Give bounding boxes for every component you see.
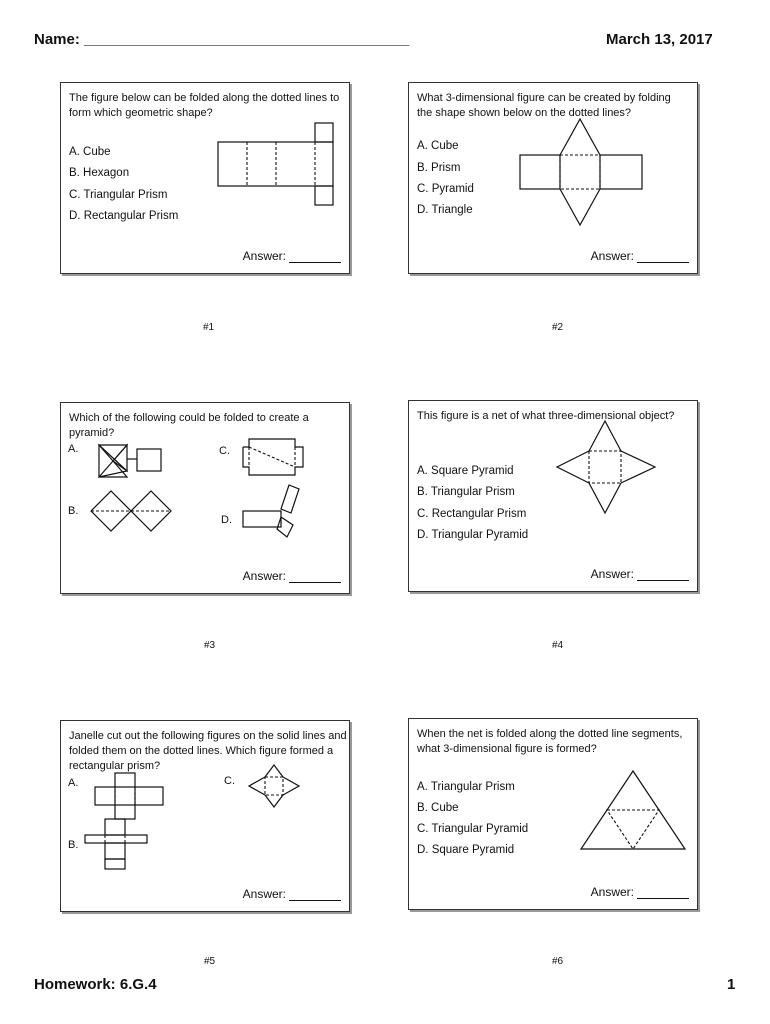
answer-label: Answer:	[590, 249, 634, 263]
question-card-6	[408, 718, 698, 910]
question-card-5	[60, 720, 350, 912]
option-d: D. Rectangular Prism	[69, 210, 179, 222]
choice-label-b: B.	[68, 839, 79, 851]
option-d: D. Triangle	[417, 204, 473, 216]
option-a: A. Cube	[69, 146, 111, 158]
question-text: Which of the following could be folded to create a pyramid?	[69, 412, 309, 439]
answer-label: Answer:	[242, 249, 286, 263]
answer-field[interactable]	[591, 567, 689, 581]
choice-label-d: D.	[221, 514, 232, 526]
answer-label: Answer:	[590, 885, 634, 899]
answer-blank[interactable]	[637, 886, 689, 899]
choice-label-c: C.	[224, 775, 235, 787]
choice-c-net-figure	[247, 763, 307, 819]
question-number-5: #5	[204, 956, 216, 967]
triangular-prism-net-figure	[517, 117, 657, 227]
answer-blank[interactable]	[637, 250, 689, 263]
question-card-2	[408, 82, 698, 274]
choice-label-a: A.	[68, 777, 79, 789]
date-label: March 13, 2017	[606, 31, 713, 48]
question-number-3: #3	[204, 640, 216, 651]
option-d: D. Square Pyramid	[417, 844, 515, 856]
option-c: C. Triangular Pyramid	[417, 823, 529, 835]
choice-b-net-figure	[89, 491, 179, 541]
option-c: C. Rectangular Prism	[417, 508, 527, 520]
answer-field[interactable]	[591, 249, 689, 263]
answer-field[interactable]	[243, 249, 341, 263]
rectangular-prism-net-figure	[211, 121, 341, 221]
option-c: C. Pyramid	[417, 183, 474, 195]
option-b: B. Prism	[417, 162, 461, 174]
answer-blank[interactable]	[289, 570, 341, 583]
question-text: When the net is folded along the dotted line segments, what 3-dimensional figure is formed?	[417, 728, 683, 755]
answer-label: Answer:	[242, 887, 286, 901]
homework-label: Homework: 6.G.4	[34, 976, 157, 993]
answer-field[interactable]	[243, 887, 341, 901]
answer-label: Answer:	[242, 569, 286, 583]
question-text: The figure below can be folded along the dotted lines to form which geometric shape?	[69, 92, 340, 119]
question-number-4: #4	[552, 640, 564, 651]
square-pyramid-net-figure	[555, 419, 665, 519]
question-text: Janelle cut out the following figures on the solid lines and folded them on the dotted lines. Which figure formed a rectangular prism?	[69, 730, 347, 772]
question-number-2: #2	[552, 322, 564, 333]
choice-label-a: A.	[68, 443, 79, 455]
option-c: C. Triangular Prism	[69, 189, 168, 201]
answer-field[interactable]	[591, 885, 689, 899]
answer-field[interactable]	[243, 569, 341, 583]
triangular-pyramid-net-figure	[579, 769, 694, 851]
answer-blank[interactable]	[289, 250, 341, 263]
question-card-4	[408, 400, 698, 592]
option-d: D. Triangular Pyramid	[417, 529, 529, 541]
name-label: Name: _______________________________________	[34, 31, 410, 48]
question-number-1: #1	[203, 322, 215, 333]
question-text: This figure is a net of what three-dimensional object?	[417, 410, 675, 422]
option-b: B. Hexagon	[69, 167, 130, 179]
page-number: 1	[727, 976, 736, 993]
choice-b-net-figure	[83, 817, 159, 885]
question-text: What 3-dimensional figure can be created by folding the shape shown below on the dotted lines?	[417, 92, 671, 119]
option-a: A. Triangular Prism	[417, 781, 515, 793]
question-card-1	[60, 82, 350, 274]
option-b: B. Cube	[417, 802, 459, 814]
choice-label-b: B.	[68, 505, 79, 517]
answer-label: Answer:	[590, 567, 634, 581]
question-card-3	[60, 402, 350, 594]
option-b: B. Triangular Prism	[417, 486, 515, 498]
choice-label-c: C.	[219, 445, 230, 457]
option-a: A. Square Pyramid	[417, 465, 514, 477]
option-a: A. Cube	[417, 140, 459, 152]
choice-d-net-figure	[241, 481, 311, 541]
answer-blank[interactable]	[289, 888, 341, 901]
question-number-6: #6	[552, 956, 564, 967]
choice-c-net-figure	[241, 437, 311, 481]
answer-blank[interactable]	[637, 568, 689, 581]
choice-a-net-figure	[97, 441, 167, 481]
